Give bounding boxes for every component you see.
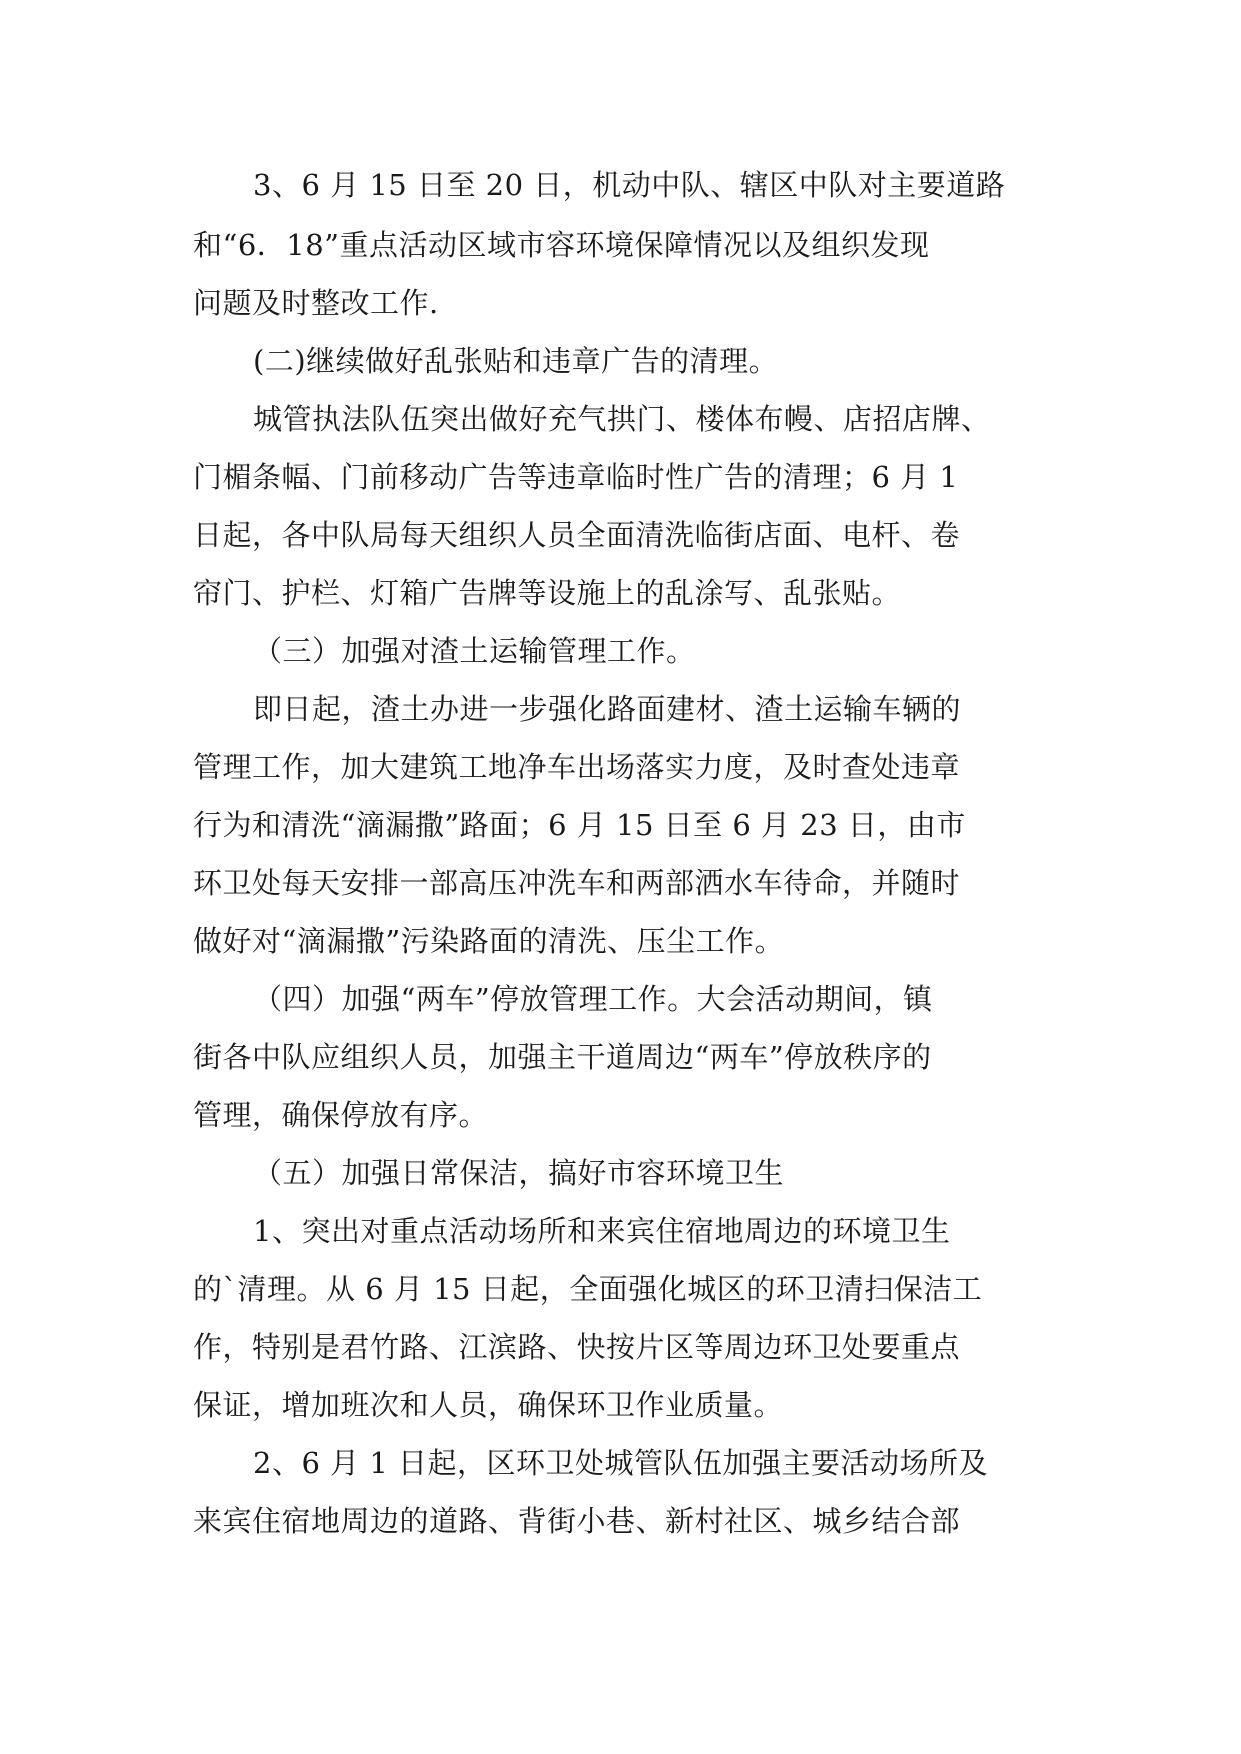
paragraph-line: 做好对“滴漏撒”污染路面的清洗、压尘工作。: [193, 924, 785, 958]
paragraph-line: 来宾住宿地周边的道路、背街小巷、新村社区、城乡结合部: [193, 1504, 961, 1538]
paragraph-line: 管理工作，加大建筑工地净车出场落实力度，及时查处违章: [193, 750, 961, 784]
section-heading: （三）加强对渣土运输管理工作。: [253, 634, 696, 668]
paragraph-line: 即日起，渣土办进一步强化路面建材、渣土运输车辆的: [253, 692, 962, 726]
paragraph-line: 街各中队应组织人员，加强主干道周边“两车”停放秩序的: [193, 1040, 932, 1074]
paragraph-line: 管理，确保停放有序。: [193, 1098, 489, 1132]
paragraph-line: 门楣条幅、门前移动广告等违章临时性广告的清理；6 月 1: [193, 460, 959, 494]
section-heading: (二)继续做好乱张贴和违章广告的清理。: [253, 344, 779, 378]
paragraph-line: 帘门、护栏、灯箱广告牌等设施上的乱涂写、乱张贴。: [193, 576, 902, 610]
paragraph-line: 行为和清洗“滴漏撒”路面；6 月 15 日至 6 月 23 日，由市: [193, 808, 966, 842]
paragraph-line: 3、6 月 15 日至 20 日，机动中队、辖区中队对主要道路: [253, 168, 1006, 202]
section-heading: （五）加强日常保洁，搞好市容环境卫生: [253, 1156, 785, 1190]
paragraph-line: 的`清理。从 6 月 15 日起，全面强化城区的环卫清扫保洁工: [193, 1272, 983, 1306]
paragraph-line: 和“6．18”重点活动区域市容环境保障情况以及组织发现: [193, 228, 930, 262]
paragraph-line: 2、6 月 1 日起，区环卫处城管队伍加强主要活动场所及: [253, 1446, 989, 1480]
paragraph-line: 环卫处每天安排一部高压冲洗车和两部洒水车待命，并随时: [193, 866, 961, 900]
paragraph-line: 城管执法队伍突出做好充气拱门、楼体布幔、店招店牌、: [253, 402, 991, 436]
paragraph-line: 保证，增加班次和人员，确保环卫作业质量。: [193, 1388, 784, 1422]
paragraph-line: 日起，各中队局每天组织人员全面清洗临街店面、电杆、卷: [193, 518, 961, 552]
paragraph-line: 问题及时整改工作.: [193, 286, 439, 320]
section-heading: （四）加强“两车”停放管理工作。大会活动期间，镇: [253, 982, 933, 1016]
paragraph-line: 1、突出对重点活动场所和来宾住宿地周边的环境卫生: [253, 1214, 951, 1248]
paragraph-line: 作，特别是君竹路、江滨路、快按片区等周边环卫处要重点: [193, 1330, 961, 1364]
